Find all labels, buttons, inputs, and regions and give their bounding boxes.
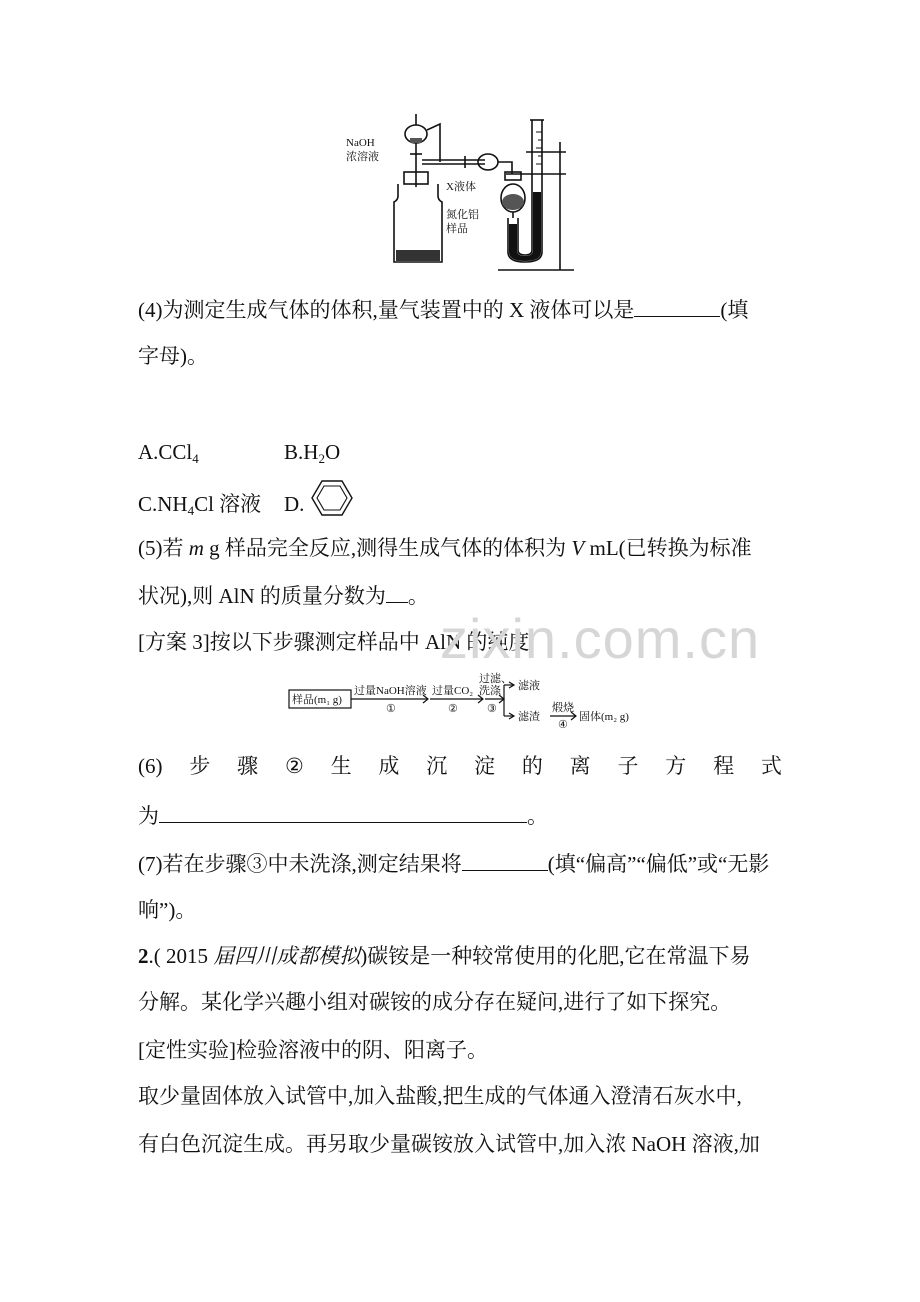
flow-num-2: ② (448, 703, 458, 715)
question-4-line-1: (4)为测定生成气体的体积,量气装置中的 X 液体可以是 (填 (138, 294, 748, 324)
answer-blank-q6[interactable] (159, 800, 527, 823)
option-d: D. (284, 492, 305, 516)
gas-apparatus-figure (330, 112, 590, 277)
watermark: zixin.com.cn (440, 607, 761, 670)
flow-start: 样品(m₁ g) (292, 694, 342, 706)
flow-step-1: 过量NaOH溶液 (354, 685, 427, 697)
x-liquid-label: X液体 (446, 181, 476, 193)
paragraph-line-2: 有白色沉淀生成。再另取少量碳铵放入试管中,加入浓 NaOH 溶液,加 (138, 1132, 760, 1156)
scheme-3-heading: [方案 3]按以下步骤测定样品中 AlN 的纯度: (138, 630, 536, 654)
paragraph-line-1: 取少量固体放入试管中,加入盐酸,把生成的气体通入澄清石灰水中, (138, 1084, 742, 1108)
naoh-label: NaOH (346, 137, 375, 149)
option-a: A.CCl$_4$ (138, 440, 199, 466)
problem-2-line-2: 分解。某化学兴趣小组对碳铵的成分存在疑问,进行了如下探究。 (138, 990, 732, 1014)
flow-step-4: 煅烧 (552, 702, 574, 714)
qualitative-experiment-heading: [定性实验]检验溶液中的阴、阳离子。 (138, 1038, 488, 1062)
question-5-line-1: (5)若 m g 样品完全反应,测得生成气体的体积为 V mL(已转换为标准 (138, 536, 752, 560)
question-7-line-1: (7)若在步骤③中未洗涤,测定结果将 (填“偏高”“偏低”或“无影 (138, 848, 769, 878)
option-b: $B.H_2O$ (284, 440, 341, 466)
question-7-line-2: 响”)。 (138, 898, 197, 922)
question-6-line-1: (6) 步 骤 ② 生 成 沉 淀 的 离 子 方 程 式 (138, 754, 782, 778)
flow-step-3a: 过滤、 (479, 673, 512, 685)
sample-label-2: 样品 (446, 223, 468, 235)
sample-label: 氮化铝 (446, 209, 479, 221)
flow-num-1: ① (386, 703, 396, 715)
flow-num-4: ④ (558, 719, 568, 728)
answer-blank-q7[interactable] (462, 848, 548, 871)
procedure-flow-diagram (288, 672, 648, 728)
flow-step-3b: 洗涤 (479, 685, 501, 697)
flow-residue: 滤渣 (518, 711, 540, 723)
question-6-line-2: 为 。 (138, 800, 548, 830)
answer-blank-q4[interactable] (634, 294, 720, 317)
flow-num-3: ③ (487, 703, 497, 715)
option-c: $C.NH_4Cl$ 溶液 (138, 492, 262, 518)
question-4-line-2: 字母)。 (138, 344, 208, 368)
answer-blank-q5[interactable] (386, 580, 408, 603)
problem-2-line-1: 2.( 2015 届四川成都模拟)碳铵是一种较常使用的化肥,它在常温下易 (138, 944, 751, 968)
flow-step-2: 过量CO₂ (432, 685, 474, 697)
question-5-line-2: 状况),则 AlN 的质量分数为 。 (138, 580, 429, 610)
flow-filtrate: 滤液 (518, 680, 540, 692)
flow-end: 固体(m₂ g) (579, 711, 629, 723)
naoh-label-2: 浓溶液 (346, 151, 379, 163)
benzene-icon (310, 478, 354, 518)
